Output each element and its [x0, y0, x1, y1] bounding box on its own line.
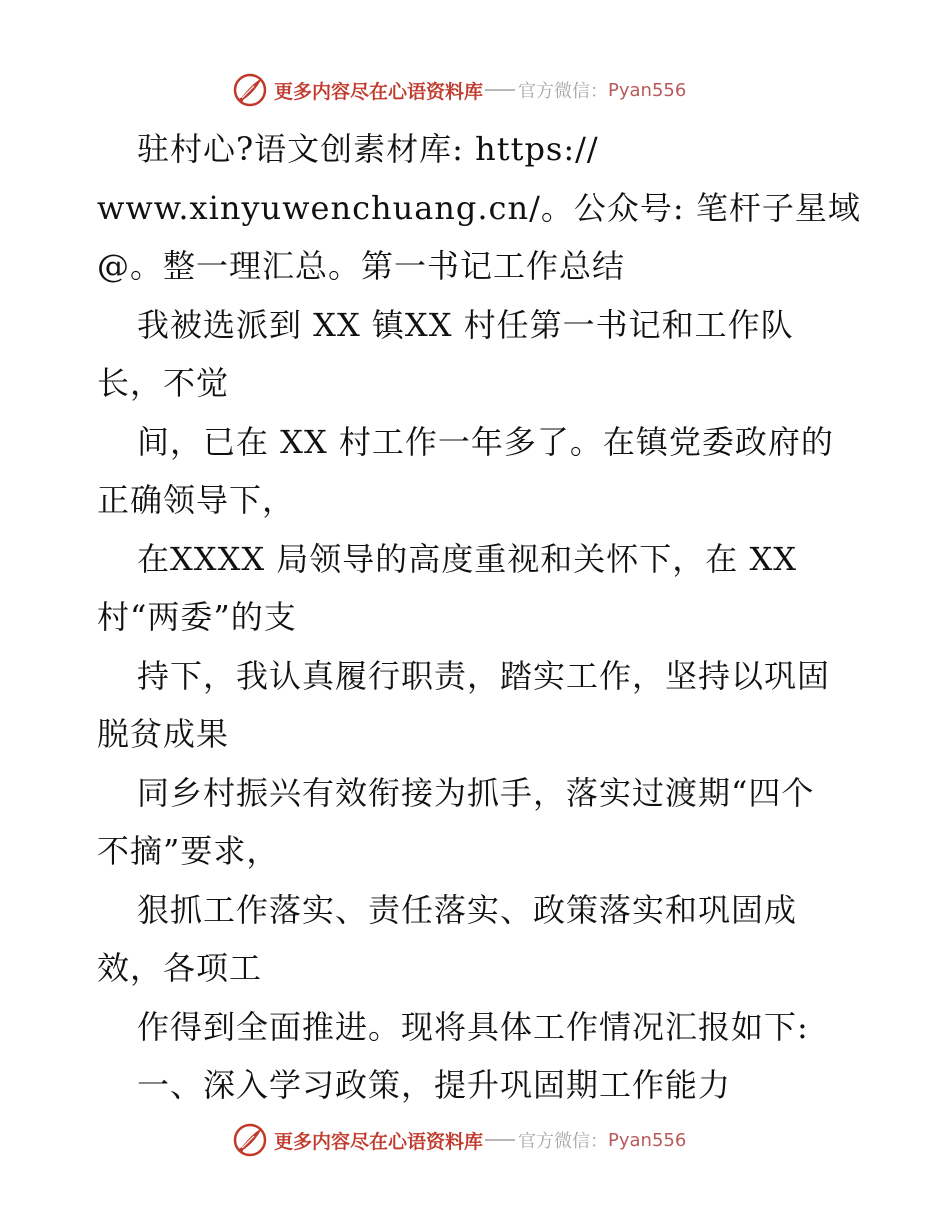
header-watermark-banner — [232, 70, 686, 110]
banner-lead-text: 更多内容尽在心语资料库 — [274, 80, 484, 103]
text-line: 在XXXX 局领导的高度重视和关怀下，在 XX — [137, 539, 798, 578]
banner-wechat-id: Pyan556 — [608, 79, 687, 101]
banner-lead-text: 更多内容尽在心语资料库 — [274, 1130, 484, 1153]
document-body — [97, 120, 897, 1115]
section-heading: 一、深入学习政策，提升巩固期工作能力 — [137, 1066, 732, 1104]
text-line: 脱贫成果 — [97, 715, 230, 753]
text-line: www.xinyuwenchuang.cn/。公众号: 笔杆子星域 — [97, 188, 861, 227]
quill-pen-logo-icon — [232, 1122, 268, 1158]
text-line: 效，各项工 — [97, 949, 263, 987]
text-line: 狠抓工作落实、责任落实、政策落实和巩固成 — [137, 890, 798, 929]
banner-divider — [485, 1139, 515, 1141]
text-line: 间，已在 XX 村工作一年多了。在镇党委政府的 — [137, 422, 834, 461]
banner-official-label: 官方微信： — [518, 1131, 609, 1152]
quill-pen-logo-icon — [232, 72, 268, 108]
text-line: 同乡村振兴有效衔接为抓手，落实过渡期“四个 — [137, 773, 815, 812]
text-line: 正确领导下， — [97, 481, 296, 519]
text-line: 驻村心?语文创素材库: https:// — [137, 130, 599, 168]
footer-watermark-banner — [232, 1120, 686, 1160]
text-line: 我被选派到 XX 镇XX 村任第一书记和工作队 — [137, 305, 794, 344]
text-line: 长，不觉 — [97, 364, 230, 402]
text-line: 村“两委”的支 — [97, 598, 297, 636]
banner-wechat-id: Pyan556 — [608, 1129, 687, 1151]
banner-divider — [485, 89, 515, 91]
text-line: 作得到全面推进。现将具体工作情况汇报如下: — [137, 1007, 809, 1046]
text-line: 持下，我认真履行职责，踏实工作，坚持以巩固 — [137, 656, 831, 695]
text-line: 不摘”要求， — [97, 832, 280, 870]
banner-official-label: 官方微信： — [518, 81, 609, 102]
text-line: @。整一理汇总。第一书记工作总结 — [97, 247, 626, 285]
